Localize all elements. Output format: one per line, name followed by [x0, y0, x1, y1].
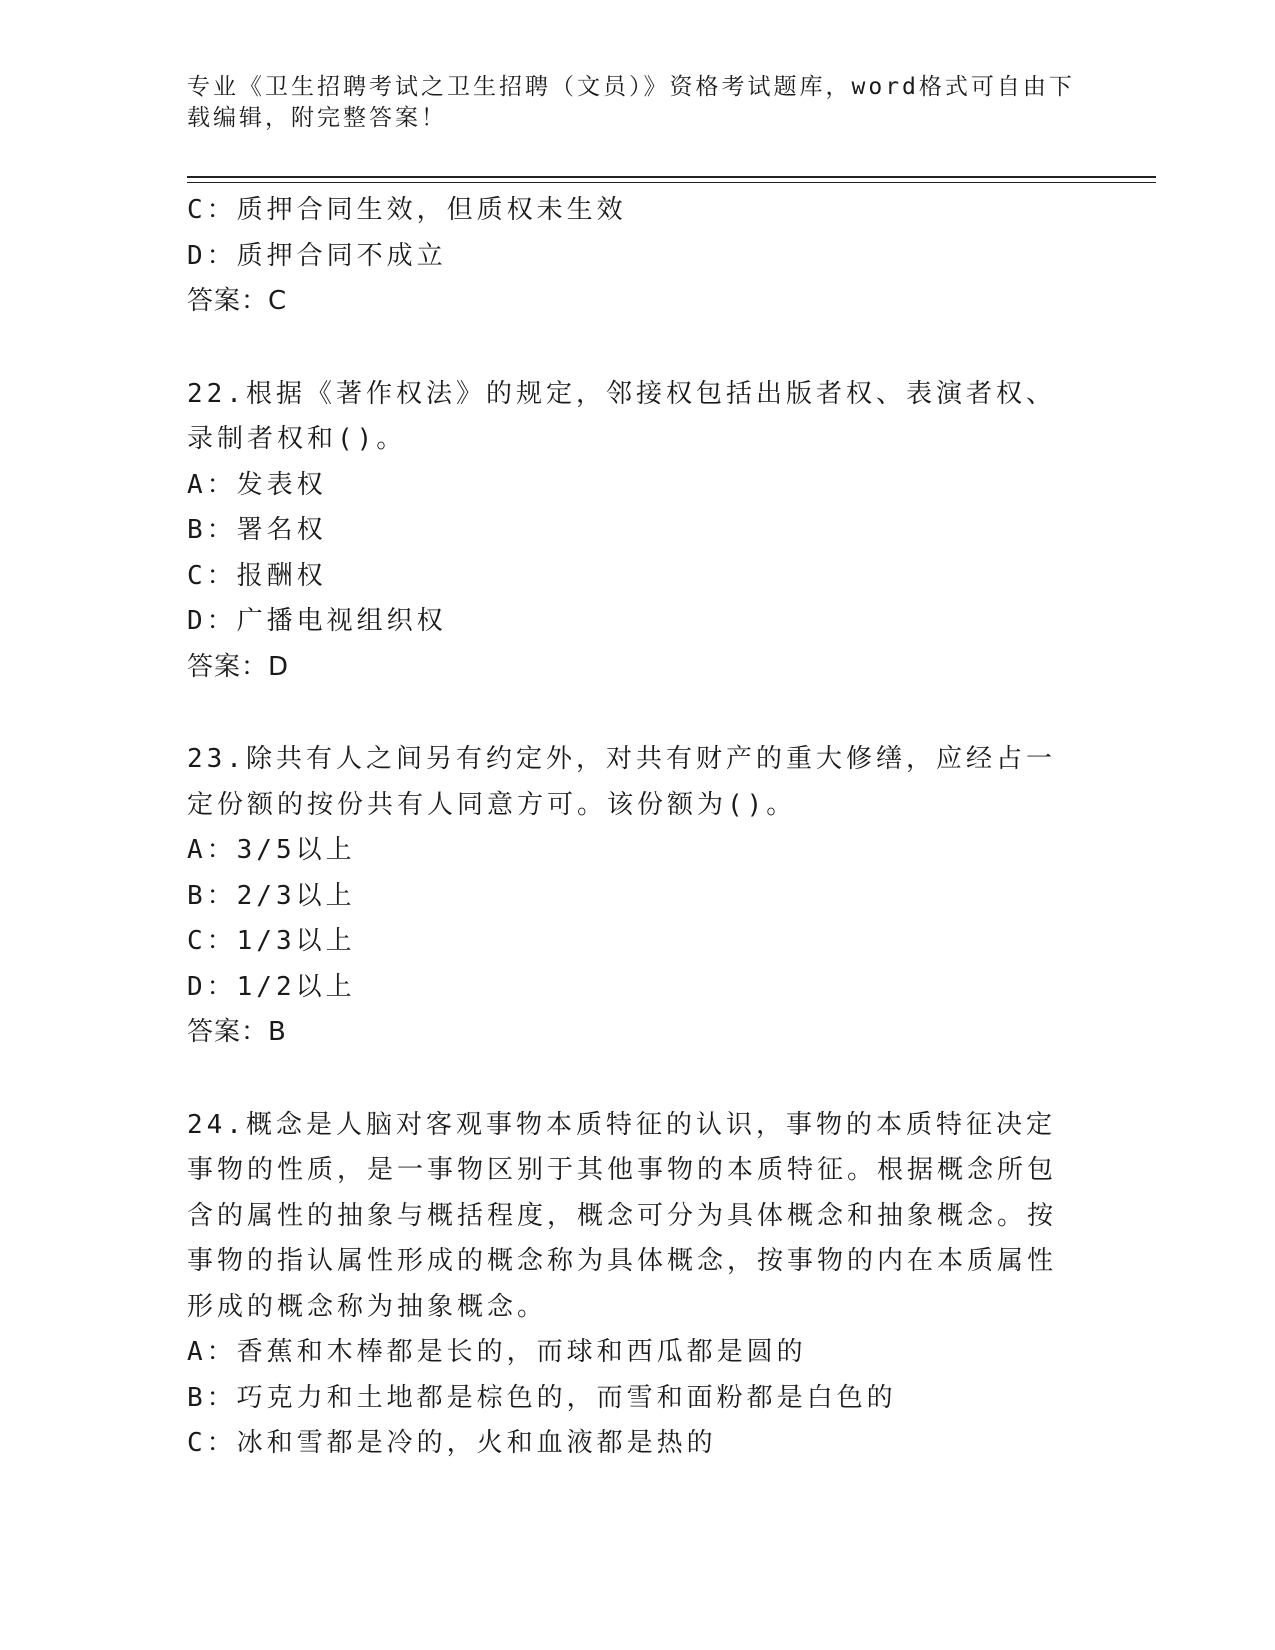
option-b: B：巧克力和土地都是棕色的，而雪和面粉都是白色的 [187, 1382, 897, 1413]
question-stem: 22.根据《著作权法》的规定，邻接权包括出版者权、表演者权、录制者权和()。 [187, 378, 1056, 454]
header-rule-thick [187, 176, 1156, 178]
answer: 答案：D [187, 651, 290, 682]
option-a: A：香蕉和木棒都是长的，而球和西瓜都是圆的 [187, 1337, 807, 1367]
spacer [187, 325, 1087, 372]
option-c: C：质押合同生效，但质权未生效 [187, 195, 627, 225]
option-b: B：2/3以上 [187, 880, 356, 911]
option-b: B：署名权 [187, 515, 327, 545]
document-body [187, 188, 1087, 1467]
answer: 答案：C [187, 286, 288, 316]
spacer [187, 690, 1087, 737]
question-23 [187, 737, 1087, 1056]
document-header: 专业《卫生招聘考试之卫生招聘（文员）》资格考试题库，word格式可自由下载编辑，附完整答案！ [187, 74, 1075, 131]
option-d: D：1/2以上 [187, 971, 356, 1002]
header-rule-thin [187, 182, 1156, 183]
question-stem: 23.除共有人之间另有约定外，对共有财产的重大修缮，应经占一定份额的按份共有人同意方可。该份额为()。 [187, 744, 1056, 820]
option-a: A：3/5以上 [187, 835, 356, 865]
option-a: A：发表权 [187, 469, 327, 500]
option-c: C：1/3以上 [187, 926, 356, 956]
option-d: D：质押合同不成立 [187, 240, 447, 271]
option-c: C：冰和雪都是冷的，火和血液都是热的 [187, 1428, 717, 1458]
spacer [187, 1056, 1087, 1103]
option-c: C：报酬权 [187, 560, 327, 591]
question-22 [187, 372, 1087, 691]
question-stem: 24.概念是人脑对客观事物本质特征的认识，事物的本质特征决定事物的性质，是一事物区别于其他事物的本质特征。根据概念所包含的属性的抽象与概括程度，概念可分为具体概念和抽象概念。按事物的指认属性形成的概念称为具体概念，按事物的内在本质属性形成的概念称为抽象概念。 [187, 1109, 1058, 1322]
question-24 [187, 1103, 1087, 1467]
answer: 答案：B [187, 1017, 287, 1047]
option-d: D：广播电视组织权 [187, 606, 447, 636]
